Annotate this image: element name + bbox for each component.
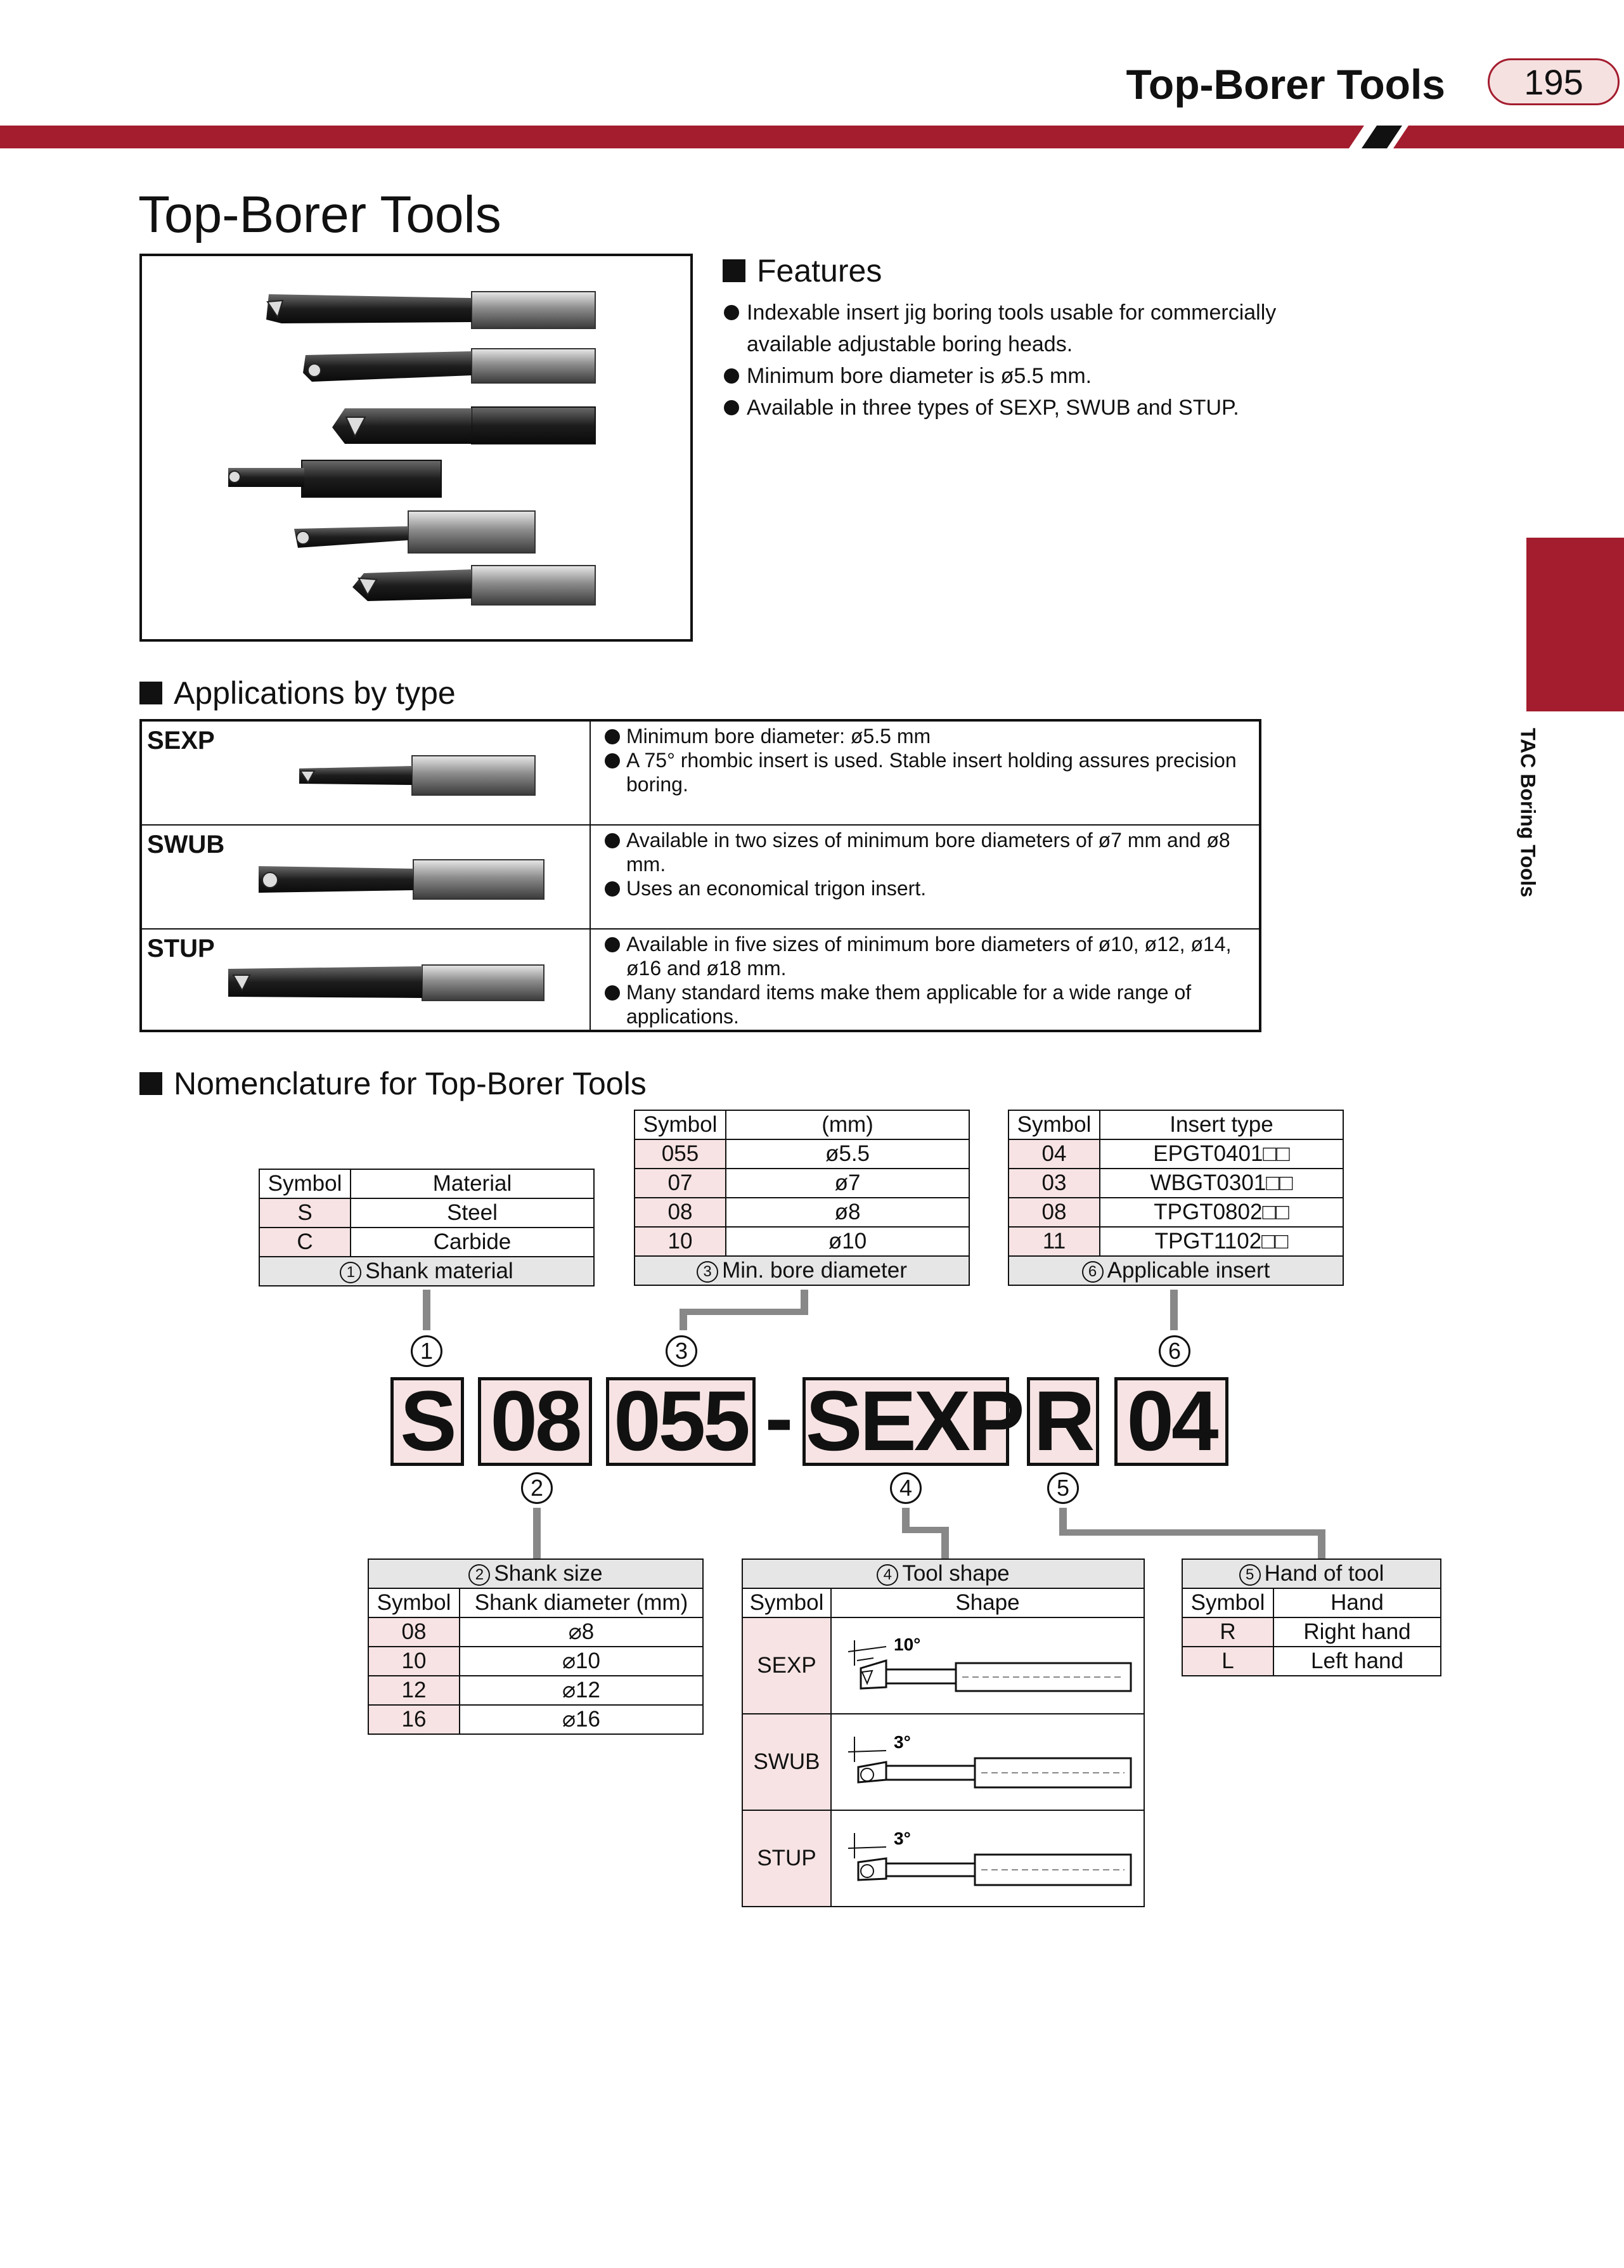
stup-shape-drawing — [831, 1810, 1144, 1907]
shank-material-table: Symbol Material S Steel C Carbide 1 Shank material — [259, 1169, 595, 1286]
swub-tool-image — [254, 855, 551, 905]
marker-1: 1 — [411, 1335, 442, 1367]
feature-item: Available in three types of SEXP, SWUB and STUP. — [723, 392, 1344, 424]
feature-item: Indexable insert jig boring tools usable for commercially available adjustable boring heads. — [723, 297, 1344, 360]
svg-text:10°: 10° — [894, 1635, 921, 1654]
code-hand: R — [1027, 1377, 1099, 1466]
applications-table — [139, 719, 1261, 1032]
svg-text:3°: 3° — [894, 1829, 911, 1848]
marker-3: 3 — [666, 1335, 697, 1367]
features-list — [723, 297, 1344, 424]
shank-size-table: 2 Shank size Symbol Shank diameter (mm) 08 ⌀8 10 ⌀10 12 ⌀12 16 ⌀16 — [368, 1558, 704, 1735]
marker-2: 2 — [521, 1472, 553, 1504]
code-dash: - — [764, 1371, 794, 1465]
applicable-insert-table: Symbol Insert type 04 EPGT0401□□ 03 WBGT0301□□ 08 TPGT0802□□ 11 TPGT1102□□ 6 Applicable insert — [1008, 1110, 1344, 1286]
application-row — [142, 930, 1259, 1032]
table-caption: 5 Hand of tool — [1182, 1559, 1441, 1588]
connector-line — [1059, 1529, 1324, 1536]
sexp-shape-drawing — [831, 1617, 1144, 1714]
connector-line — [680, 1309, 808, 1315]
code-min-bore: 055 — [606, 1377, 756, 1466]
sexp-tool-image — [293, 753, 546, 798]
application-type: STUP — [147, 935, 215, 962]
table-caption: 2 Shank size — [368, 1559, 703, 1588]
connector-line — [533, 1508, 541, 1560]
svg-text:3°: 3° — [894, 1732, 911, 1752]
feature-item: Minimum bore diameter is ø5.5 mm. — [723, 360, 1344, 392]
application-type: SEXP — [147, 727, 215, 755]
marker-4: 4 — [890, 1472, 922, 1504]
hand-of-tool-table: 5 Hand of tool Symbol Hand R Right hand L Left hand — [1182, 1558, 1441, 1676]
header-red-band — [0, 126, 1624, 148]
square-bullet-icon — [139, 1072, 162, 1095]
min-bore-table: Symbol (mm) 055 ø5.5 07 ø7 08 ø8 10 ø10 3 Min. bore diameter — [634, 1110, 970, 1286]
table-caption: 1 Shank material — [259, 1257, 594, 1286]
stup-tool-image — [222, 961, 551, 1006]
side-tab-label: TAC Boring Tools — [1516, 728, 1540, 898]
connector-line — [423, 1290, 430, 1330]
applications-heading: Applications by type — [139, 675, 456, 711]
code-shank-size: 08 — [478, 1377, 592, 1466]
page-title: Top-Borer Tools — [138, 186, 501, 243]
side-tab-marker — [1526, 538, 1624, 711]
marker-6: 6 — [1159, 1335, 1190, 1367]
connector-line — [1318, 1529, 1325, 1560]
page-number-badge — [1488, 58, 1620, 105]
marker-5: 5 — [1047, 1472, 1079, 1504]
page-number: 195 — [1524, 62, 1583, 102]
application-row — [142, 826, 1259, 930]
code-tool-shape: SEXP — [802, 1377, 1009, 1466]
table-caption: 6 Applicable insert — [1009, 1256, 1343, 1285]
product-photo — [139, 254, 693, 642]
code-insert: 04 — [1114, 1377, 1228, 1466]
nomenclature-heading: Nomenclature for Top-Borer Tools — [139, 1065, 647, 1102]
table-caption: 3 Min. bore diameter — [635, 1256, 969, 1285]
table-caption: 4 Tool shape — [742, 1559, 1144, 1588]
application-description: Available in two sizes of minimum bore diameters of ø7 mm and ø8 mm. Uses an economical trigon insert. — [603, 828, 1250, 900]
connector-line — [1170, 1290, 1178, 1330]
boring-tools-image — [142, 256, 690, 639]
tool-shape-table: 4 Tool shape Symbol Shape SEXP 10° SWUB 3° STUP 3° — [742, 1558, 1145, 1907]
application-description: Minimum bore diameter: ø5.5 mm A 75° rhombic insert is used. Stable insert holding assures precision boring. — [603, 724, 1250, 796]
square-bullet-icon — [723, 259, 745, 282]
connector-line — [680, 1309, 687, 1330]
application-description: Available in five sizes of minimum bore diameters of ø10, ø12, ø14, ø16 and ø18 mm. Many standard items make them applicable for a wide range of applications. — [603, 932, 1250, 1028]
code-shank-material: S — [390, 1377, 464, 1466]
features-heading: Features — [723, 252, 882, 289]
swub-shape-drawing — [831, 1714, 1144, 1810]
header-title: Top-Borer Tools — [1126, 61, 1445, 108]
application-type: SWUB — [147, 831, 225, 859]
application-row — [142, 722, 1259, 826]
connector-line — [941, 1527, 949, 1560]
square-bullet-icon — [139, 682, 162, 704]
